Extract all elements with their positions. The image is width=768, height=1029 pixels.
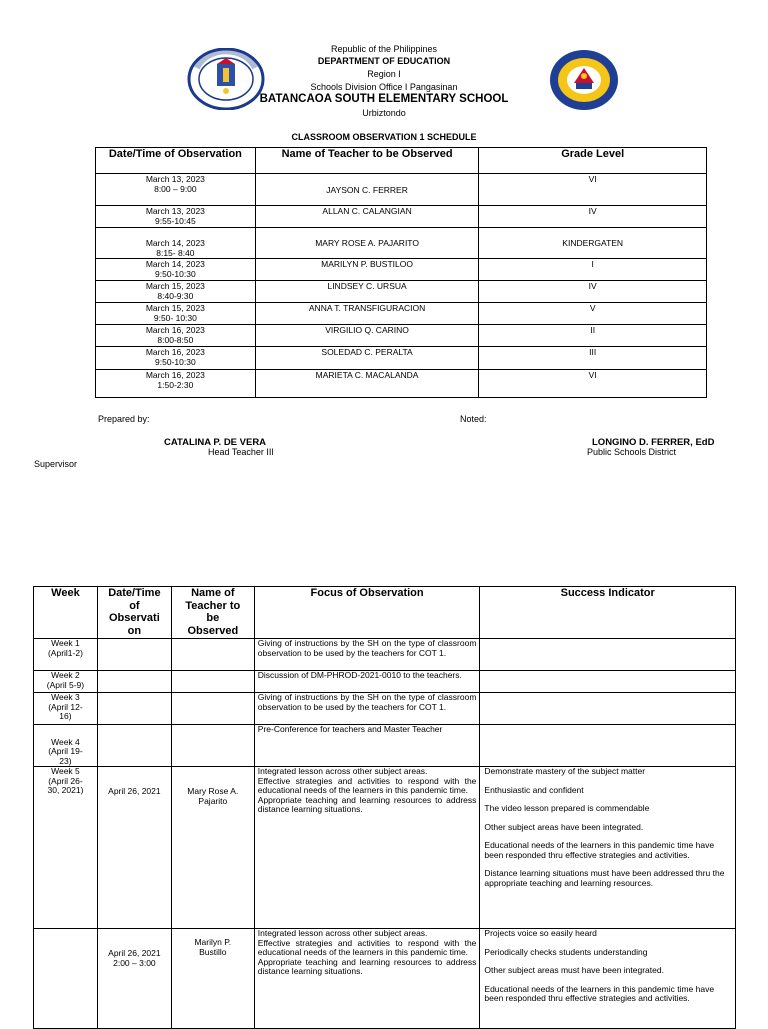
table-row — [96, 347, 707, 370]
table-row — [96, 206, 707, 228]
obs-time: 8:40-9:30 — [157, 291, 194, 301]
plan-header-row — [34, 587, 736, 639]
schedule-table — [95, 147, 707, 398]
week-cell: Week 5 (April 26- 30, 2021) — [34, 767, 98, 929]
table-row — [96, 228, 707, 259]
teacher-cell: Mary Rose A. Pajarito — [171, 767, 254, 929]
focus-cell: Giving of instructions by the SH on the type of classroom observation to be used by the teachers for COT 1. — [254, 639, 480, 671]
teacher-name: MARIETA C. MACALANDA — [315, 370, 419, 380]
grade-level: II — [590, 325, 596, 335]
teacher-name: LINDSEY C. URSUA — [327, 281, 407, 291]
obs-date: March 13, 2023 — [145, 174, 205, 184]
table-row — [96, 325, 707, 347]
observation-plan-table — [33, 586, 736, 1029]
grade-level: KINDERGATEN — [562, 238, 624, 248]
prepared-by-label: Prepared by: — [98, 414, 150, 424]
grade-level: IV — [588, 281, 597, 291]
week-cell: Week 3 (April 12- 16) — [34, 693, 98, 725]
table-row — [34, 767, 736, 929]
header-success-indicator: Success Indicator — [480, 587, 736, 639]
focus-cell: Integrated lesson across other subject areas. Effective strategies and activities to respond with the educational needs of the learners in this pandemic time. Appropriate teaching and learning resources to address distance learning situations. — [254, 767, 480, 929]
obs-time: 9:50- 10:30 — [153, 313, 197, 323]
header-teacher: Name of Teacher to be Observed — [171, 587, 254, 639]
table-row — [34, 929, 736, 1029]
schedule-header-row — [96, 148, 707, 174]
republic-line: Republic of the Philippines — [330, 44, 438, 54]
focus-cell: Discussion of DM-PHROD-2021-0010 to the teachers. — [254, 671, 480, 693]
obs-date: March 13, 2023 — [145, 206, 205, 216]
header-focus: Focus of Observation — [254, 587, 480, 639]
table-row — [34, 671, 736, 693]
obs-date: March 14, 2023 — [145, 238, 205, 248]
obs-date: March 15, 2023 — [145, 281, 205, 291]
header-week: Week — [34, 587, 98, 639]
grade-level: III — [589, 347, 597, 357]
teacher-cell: Marilyn P. Bustillo — [171, 929, 254, 1029]
header-date-time: Date/Time of Observation — [96, 148, 256, 174]
header-date-time: Date/Time of Observati on — [97, 587, 171, 639]
focus-cell: Integrated lesson across other subject areas. Effective strategies and activities to respond with the educational needs of the learners in this pandemic time. Appropriate teaching and learning resources to address distance learning situations. — [254, 929, 480, 1029]
focus-cell: Pre-Conference for teachers and Master Teacher — [254, 725, 480, 767]
school-name: BATANCAOA SOUTH ELEMENTARY SCHOOL — [259, 93, 509, 105]
region-line: Region I — [367, 69, 401, 79]
obs-date: March 15, 2023 — [145, 303, 205, 313]
obs-date: March 14, 2023 — [145, 259, 205, 269]
obs-time: 9:55-10:45 — [155, 216, 196, 226]
header-grade: Grade Level — [479, 148, 707, 174]
table-row — [96, 281, 707, 303]
obs-date: March 16, 2023 — [145, 325, 205, 335]
grade-level: IV — [588, 206, 597, 216]
obs-time: 8:15- 8:40 — [156, 248, 195, 258]
obs-date: March 16, 2023 — [145, 370, 205, 380]
week-cell: Week 1 (April1-2) — [34, 639, 98, 671]
schedule-title: CLASSROOM OBSERVATION 1 SCHEDULE — [291, 132, 477, 142]
obs-time: 1:50-2:30 — [157, 380, 194, 390]
teacher-name: ALLAN C. CALANGIAN — [322, 206, 412, 216]
table-row — [34, 725, 736, 767]
teacher-name: ANNA T. TRANSFIGURACION — [308, 303, 426, 313]
teacher-name: JAYSON C. FERRER — [326, 184, 408, 195]
focus-cell: Giving of instructions by the SH on the type of classroom observation to be used by the teachers for COT 1. — [254, 693, 480, 725]
success-indicator-cell: Projects voice so easily heard Periodically checks students understanding Other subject areas must have been integrated. Educational needs of the learners in this pandemic time have been responded thru effective strategies and activities. — [480, 929, 736, 1029]
grade-level: VI — [588, 174, 597, 184]
obs-date: March 16, 2023 — [145, 347, 205, 357]
noter-name: LONGINO D. FERRER, EdD — [592, 437, 715, 448]
header-teacher: Name of Teacher to be Observed — [255, 148, 479, 174]
grade-level: VI — [588, 370, 597, 380]
noter-title-cont: Supervisor — [34, 459, 78, 469]
table-row — [96, 303, 707, 325]
teacher-name: MARY ROSE A. PAJARITO — [315, 238, 419, 248]
preparer-title: Head Teacher III — [208, 447, 274, 457]
table-row — [96, 259, 707, 281]
week-cell: Week 4 (April 19- 23) — [34, 725, 98, 767]
noter-title: Public Schools District — [587, 447, 677, 457]
town-line: Urbiztondo — [362, 108, 406, 118]
grade-level: V — [589, 303, 596, 313]
preparer-name: CATALINA P. DE VERA — [164, 437, 267, 448]
obs-time: 8:00-8:50 — [157, 335, 194, 345]
table-row — [96, 174, 707, 206]
date-cell: April 26, 2021 2:00 – 3:00 — [97, 929, 171, 1029]
table-row — [96, 370, 707, 398]
obs-time: 9:50-10:30 — [155, 357, 196, 367]
table-row — [34, 693, 736, 725]
date-cell: April 26, 2021 — [97, 767, 171, 929]
grade-level: I — [591, 259, 594, 269]
teacher-name: VIRGILIO Q. CARINO — [325, 325, 409, 335]
success-indicator-cell: Demonstrate mastery of the subject matter Enthusiastic and confident The video lesson prepared is commendable Other subject areas have been integrated. Educational needs of the learners in this pandemic time have been responded thru effective strategies and activities. Distance learning situations must have been addressed thru the appropriate teaching and learning resources. — [480, 767, 736, 929]
obs-time: 9:50-10:30 — [155, 269, 196, 279]
week-cell: Week 2 (April 5-9) — [34, 671, 98, 693]
table-row — [34, 639, 736, 671]
department-line: DEPARTMENT OF EDUCATION — [317, 56, 451, 66]
teacher-name: MARILYN P. BUSTILOO — [321, 259, 413, 269]
teacher-name: SOLEDAD C. PERALTA — [321, 347, 413, 357]
obs-time: 8:00 – 9:00 — [154, 184, 197, 194]
noted-label: Noted: — [460, 414, 487, 424]
division-line: Schools Division Office I Pangasinan — [310, 82, 458, 92]
